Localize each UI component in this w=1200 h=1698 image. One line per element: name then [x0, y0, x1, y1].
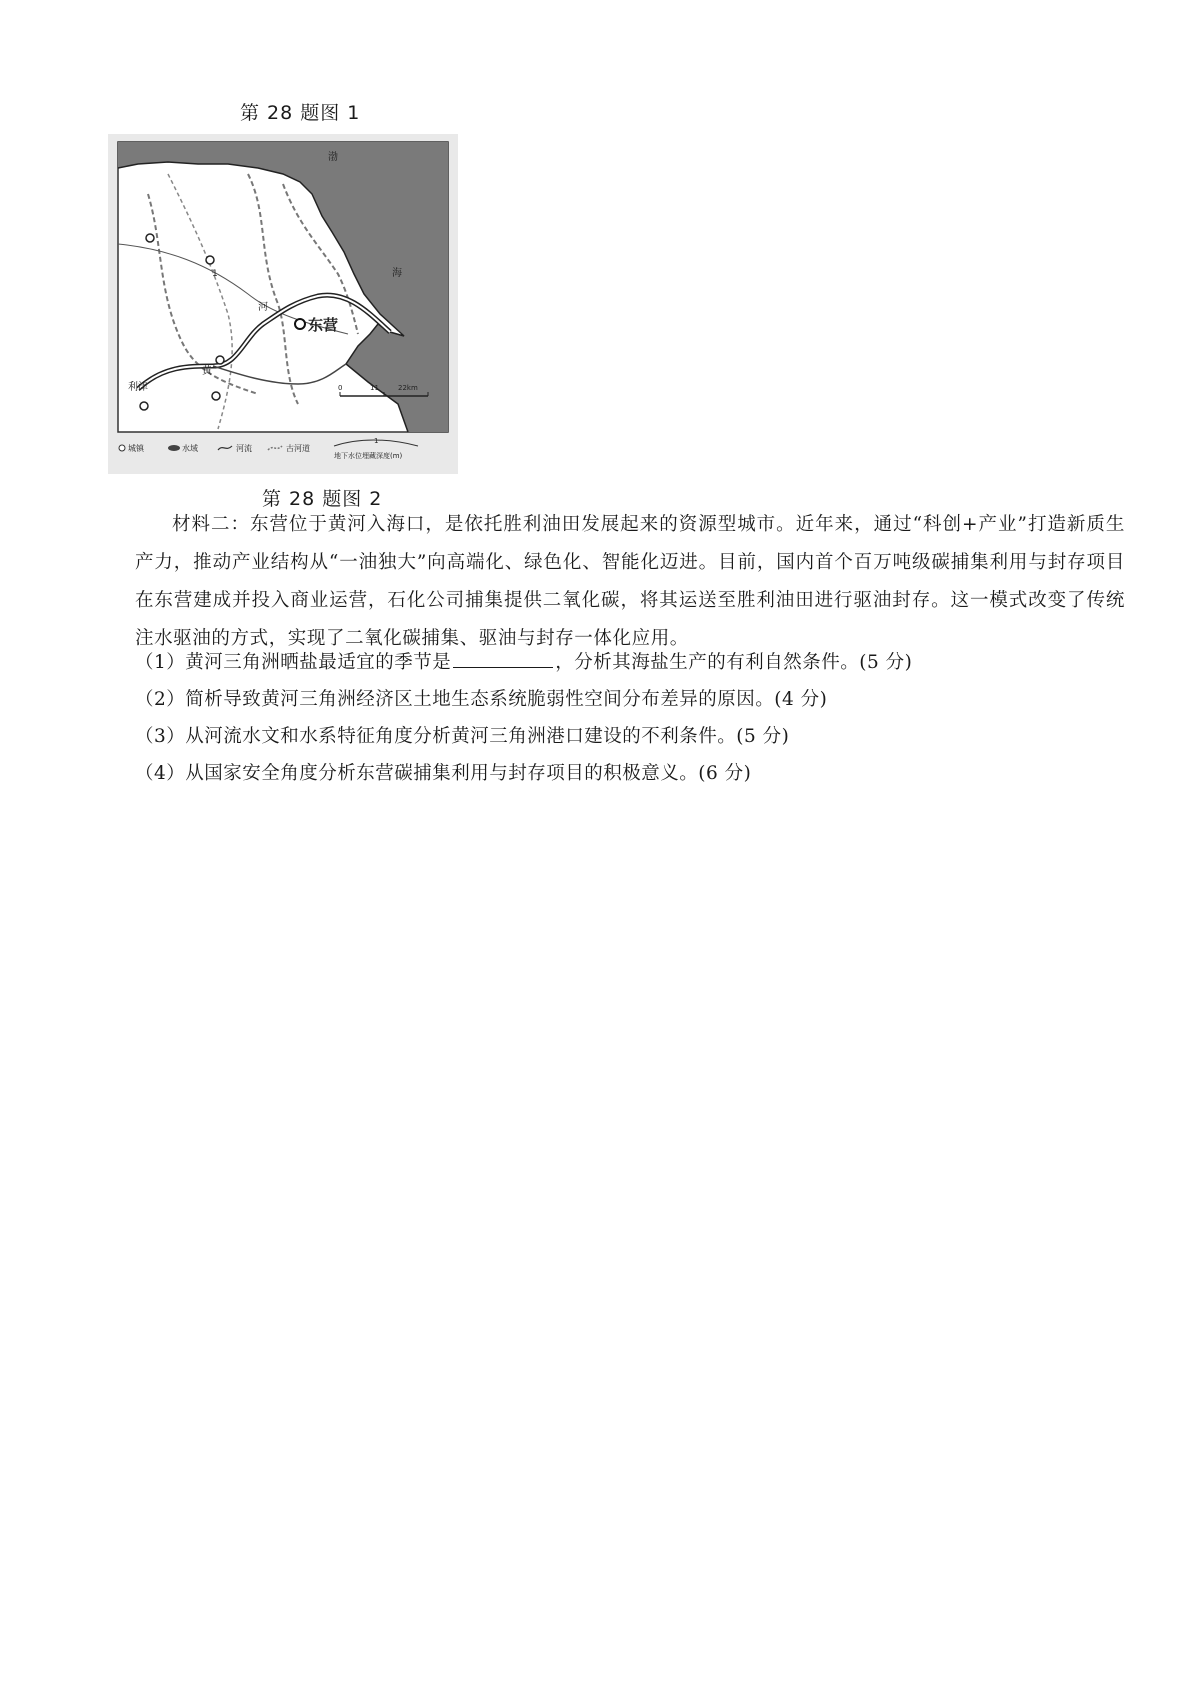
sea-label-2: 海: [392, 268, 402, 279]
legend-depth: 地下水位埋藏深度(m): [334, 452, 403, 460]
svg-text:0: 0: [338, 384, 343, 392]
town-marker: [212, 392, 220, 400]
material2-paragraph: 材料二：东营位于黄河入海口，是依托胜利油田发展起来的资源型城市。近年来，通过“科创+产业”打造新质生产力，推动产业结构从“一油独大”向高端化、绿色化、智能化迈进。目前，国内首个百万吨级碳捕集利用与封存项目在东营建成并投入商业运营，石化公司捕集提供二氧化碳，将其运送至胜利油田进行驱油封存。这一模式改变了传统注水驱油的方式，实现了二氧化碳捕集、驱油与封存一体化应用。: [135, 514, 1125, 649]
town-label-lijin: 利津: [128, 382, 148, 393]
city-label-dongying: 东营: [308, 316, 339, 334]
river-label-2: 黄: [202, 366, 212, 377]
legend-river: 河流: [236, 444, 252, 453]
question-1-text-before: （1）黄河三角洲晒盐最适宜的季节是: [135, 652, 452, 673]
contour-label: 1: [212, 269, 218, 279]
svg-text:22km: 22km: [398, 384, 418, 392]
question-1-text-after: ，分析其海盐生产的有利自然条件。(5 分): [555, 652, 913, 673]
town-marker: [140, 402, 148, 410]
question-4: （4）从国家安全角度分析东营碳捕集利用与封存项目的积极意义。(6 分): [135, 763, 752, 784]
figure2-caption: 第 28 题图 2: [262, 488, 383, 510]
legend-old-channel: 古河道: [286, 444, 310, 453]
legend-water: 水域: [182, 444, 198, 453]
town-marker: [216, 356, 224, 364]
question-2: （2）简析导致黄河三角洲经济区土地生态系统脆弱性空间分布差异的原因。(4 分): [135, 689, 828, 710]
figure1-caption: 第 28 题图 1: [240, 102, 361, 124]
legend-town: 城镇: [128, 444, 144, 453]
town-marker: [146, 234, 154, 242]
sea-label-1: 渤: [328, 152, 338, 163]
question-1: [135, 648, 912, 674]
answer-blank: [453, 649, 553, 668]
svg-text:11: 11: [370, 384, 379, 392]
river-label-1: 河: [258, 302, 268, 313]
yellow-river-delta-map: [108, 134, 458, 474]
svg-text:1: 1: [374, 437, 379, 445]
question-3: （3）从河流水文和水系特征角度分析黄河三角洲港口建设的不利条件。(5 分): [135, 726, 790, 747]
town-marker: [206, 256, 214, 264]
city-marker: [295, 319, 305, 329]
